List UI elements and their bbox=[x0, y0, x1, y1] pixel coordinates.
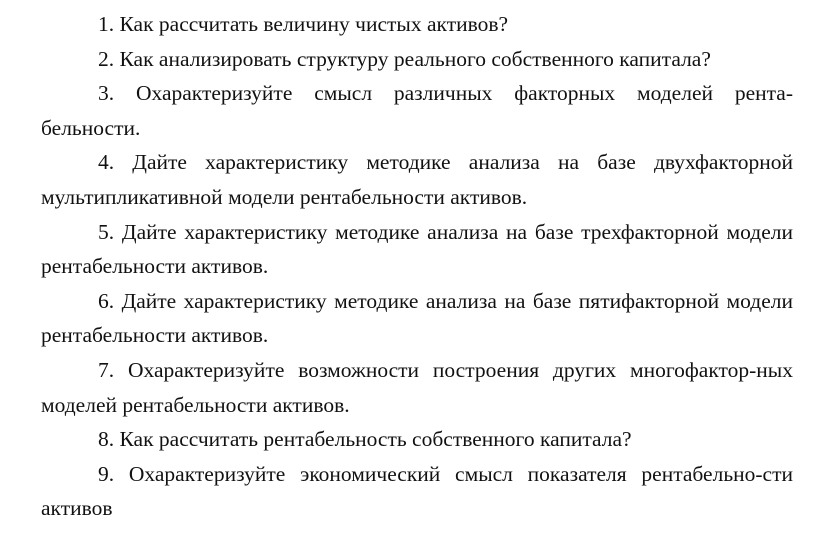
question-4: 4. Дайте характеристику методике анализа на базе двухфакторной мультипликативной модели рентабельности активов. bbox=[41, 150, 793, 209]
question-8: 8. Как рассчитать рентабельность собственного капитала? bbox=[98, 427, 632, 452]
question-list bbox=[41, 7, 793, 526]
question-5: 5. Дайте характеристику методике анализа на базе трехфакторной модели рентабельности активов. bbox=[41, 219, 793, 279]
question-6: 6. Дайте характеристику методике анализа на базе пятифакторной модели рентабельности активов. bbox=[41, 288, 793, 348]
question-2: 2. Как анализировать структуру реального собственного капитала? bbox=[98, 46, 711, 71]
question-9: 9. Охарактеризуйте экономический смысл показателя рентабельно-сти активов bbox=[41, 461, 793, 521]
question-3: 3. Охарактеризуйте смысл различных факторных моделей рента-бельности. bbox=[41, 81, 793, 140]
question-1: 1. Как рассчитать величину чистых активов? bbox=[98, 12, 509, 36]
question-7: 7. Охарактеризуйте возможности построения других многофактор-ных моделей рентабельности активов. bbox=[41, 357, 793, 417]
